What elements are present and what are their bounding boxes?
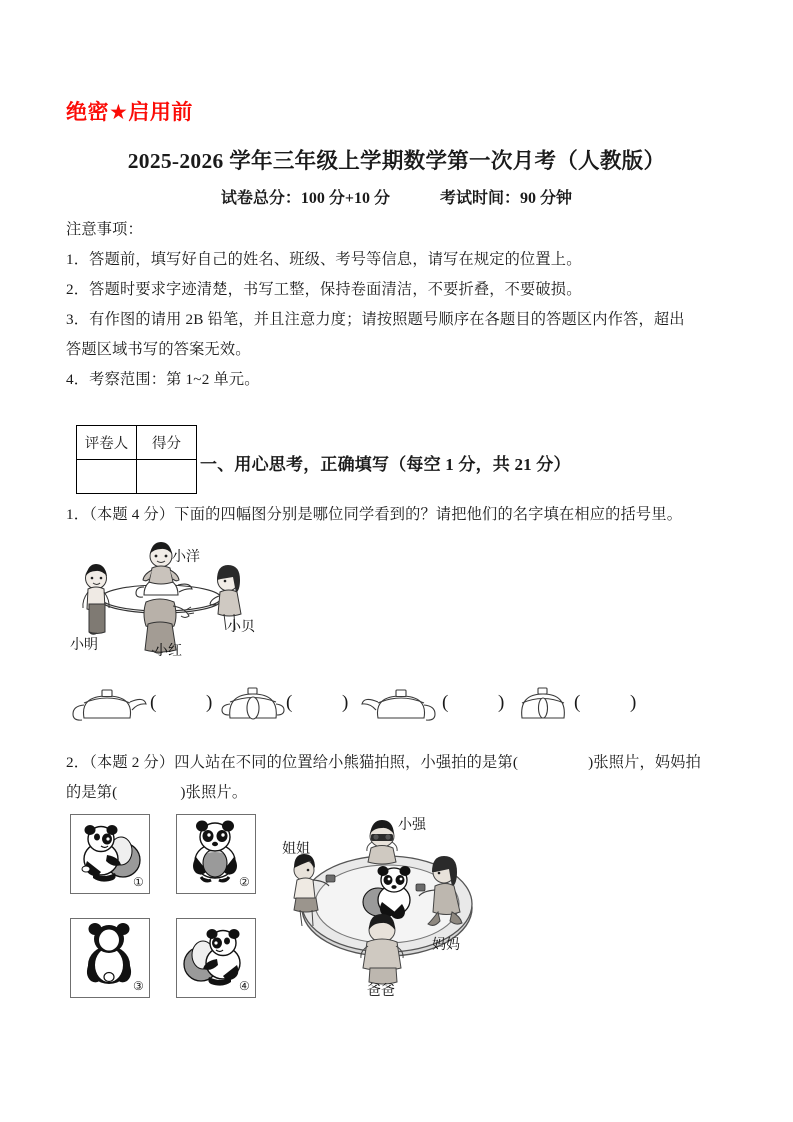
instructions-heading: 注意事项： — [66, 221, 143, 238]
question-1-illustration — [66, 540, 266, 662]
svg-text:②: ② — [239, 875, 250, 889]
panda-back-icon — [71, 919, 147, 995]
person-label-bottom: 爸爸 — [367, 984, 395, 999]
secret-notice: 绝密★启用前 — [66, 101, 193, 124]
paren-open-2: ( — [286, 692, 293, 713]
total-score-label: 试卷总分：100 分+10 分 — [220, 190, 391, 207]
paren-open-3: ( — [442, 692, 449, 713]
kid-label-right: 小贝 — [227, 620, 255, 635]
person-label-left: 姐姐 — [282, 842, 310, 857]
grader-column-header: 评卷人 — [77, 426, 137, 460]
panda-photo-1 — [70, 814, 150, 894]
panda-with-ball-right-icon — [177, 919, 253, 995]
panda-front-ball-icon — [177, 815, 253, 891]
question-1-text: 1．（本题 4 分）下面的四幅图分别是哪位同学看到的？请把他们的名字填在相应的括号里。 — [66, 506, 683, 523]
question-2-illustration — [272, 812, 512, 1002]
person-label-top: 小强 — [398, 818, 426, 833]
person-top — [367, 820, 397, 864]
instruction-item-3-cont: 答题区域书写的答案无效。 — [66, 341, 251, 358]
teapot-view-1 — [66, 678, 216, 726]
instruction-item-3: 3．有作图的请用 2B 铅笔，并且注意力度；请按照题号顺序在各题目的答题区内作答，超出 — [66, 311, 685, 328]
grader-score-table — [76, 425, 197, 494]
question-2-text — [66, 748, 738, 808]
teapot-view-3 — [356, 678, 506, 726]
question-2-line2-a: 的是第( — [66, 784, 118, 801]
teapot-side-right-icon — [66, 678, 148, 724]
teapot-view-4 — [512, 678, 662, 726]
table-row — [77, 426, 197, 460]
paren-close-3: ) — [498, 692, 505, 713]
kid-label-bottom: 小红 — [154, 644, 182, 659]
paren-close-1: ) — [206, 692, 213, 713]
instruction-item-1: 1．答题前，填写好自己的姓名、班级、考号等信息，请写在规定的位置上。 — [66, 251, 582, 268]
instruction-item-2: 2．答题时要求字迹清楚，书写工整，保持卷面清洁，不要折叠，不要破损。 — [66, 281, 582, 298]
teapot-back-icon — [512, 678, 574, 724]
paren-open-4: ( — [574, 692, 581, 713]
teapot-front-icon — [220, 678, 286, 724]
kid-label-left: 小明 — [70, 638, 98, 653]
page-title: 2025-2026 学年三年级上学期数学第一次月考（人教版） — [127, 149, 666, 173]
teapot-side-left-icon — [356, 678, 442, 724]
kid-label-top: 小洋 — [172, 550, 200, 565]
paren-open-1: ( — [150, 692, 157, 713]
svg-text:③: ③ — [133, 979, 144, 993]
svg-text:④: ④ — [239, 979, 250, 993]
teapot-views-row — [66, 678, 666, 726]
panda-photo-4 — [176, 918, 256, 998]
paren-close-2: ) — [342, 692, 349, 713]
grader-input-cell[interactable] — [77, 460, 137, 494]
question-2-line1-b: )张照片，妈妈拍 — [588, 754, 702, 771]
section-heading-one: 一、用心思考，正确填写（每空 1 分，共 21 分） — [200, 455, 571, 474]
paren-close-4: ) — [630, 692, 637, 713]
exam-meta — [0, 185, 793, 208]
panda-photo-2 — [176, 814, 256, 894]
svg-text:①: ① — [133, 875, 144, 889]
score-column-header: 得分 — [137, 426, 197, 460]
instructions-block — [66, 215, 731, 395]
score-input-cell[interactable] — [137, 460, 197, 494]
question-2-line2-b: )张照片。 — [180, 784, 248, 801]
panda-with-ball-left-icon — [71, 815, 147, 891]
question-2-line1-a: 2．（本题 2 分）四人站在不同的位置给小熊猫拍照，小强拍的是第( — [66, 754, 519, 771]
teapot-view-2 — [220, 678, 370, 726]
exam-time-label: 考试时间：90 分钟 — [440, 190, 573, 207]
person-label-right: 妈妈 — [432, 938, 460, 953]
table-row — [77, 460, 197, 494]
panda-photo-3 — [70, 918, 150, 998]
instruction-item-4: 4．考察范围：第 1~2 单元。 — [66, 371, 260, 388]
